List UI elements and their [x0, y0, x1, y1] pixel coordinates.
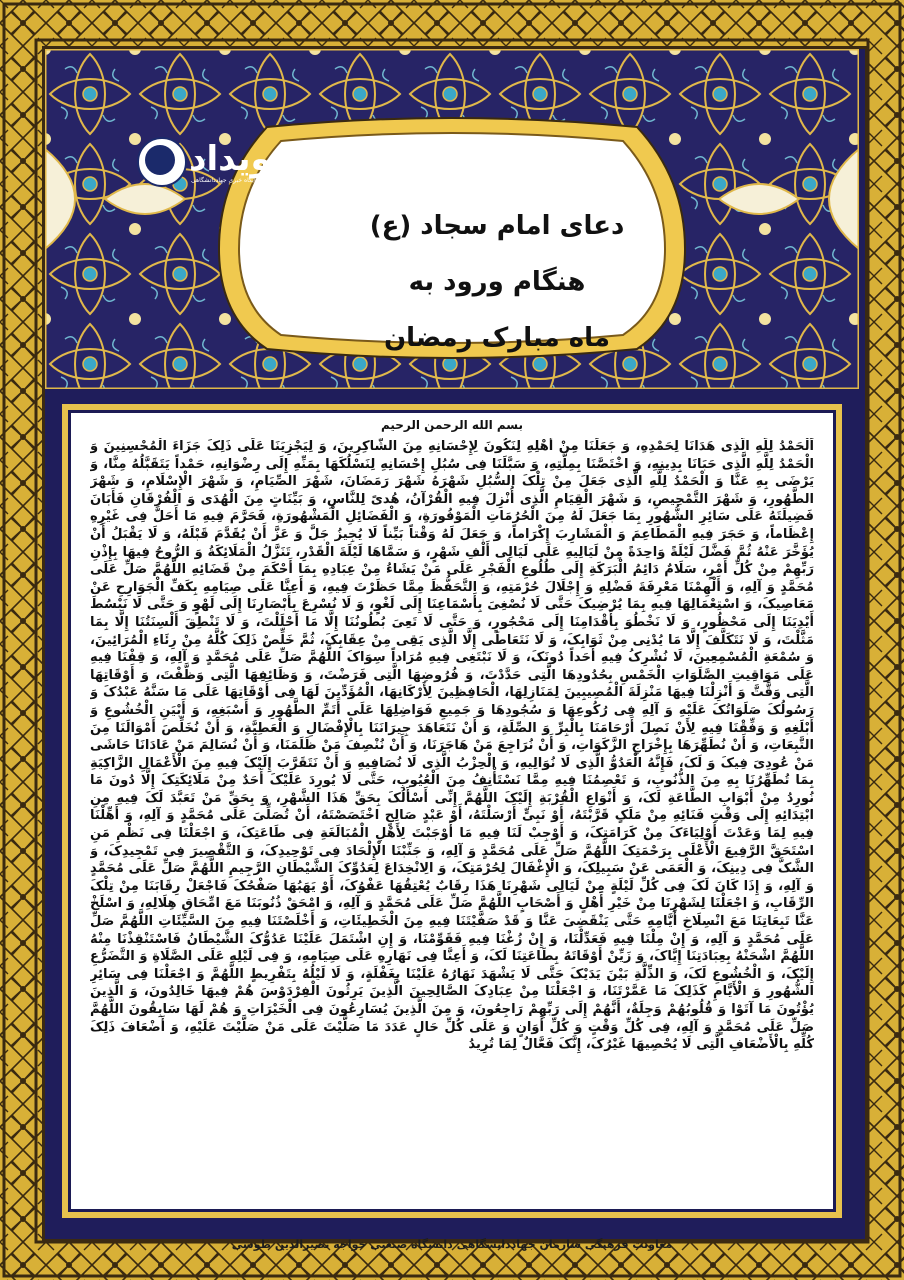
title-line-2: هنگام ورود به — [408, 267, 586, 297]
jihad-seal-icon — [137, 137, 187, 187]
brand-subtitle: پایگاه خبری جهاددانشگاهی — [191, 177, 258, 184]
title-line-1: دعای امام سجاد (ع) — [369, 211, 625, 241]
title-line-3: ماه مبارک رمضان — [383, 323, 610, 353]
tile-header — [45, 49, 859, 389]
brand-logo — [131, 133, 307, 191]
brand-wordmark: رویداد — [189, 139, 292, 179]
prayer-text: اَلْحَمْدُ لِلَّهِ الَّذِی هَدَانَا لِحَمْدِهِ، وَ جَعَلَنَا مِنْ أَهْلِهِ لِنَکُونَ لِإِحْسَانِهِ مِنَ الشَّاکِرِینَ، وَ لِیَجْزِیَنَا عَلَی ذَلِکَ جَزَاءَ الْمُحْسِنِینَ وَ الْحَمْدُ لِلَّهِ الَّذِی حَبَانَا بِدِینِهِ، وَ اخْتَصَّنَا بِمِلَّتِهِ، وَ سَبَّلَنَا فِی سُبُلِ إِحْسَانِهِ لِنَسْلُکَهَا بِمَنِّهِ إِلَی رِضْوَانِهِ، حَمْداً یَتَقَبَّلُهُ مِنَّا، وَ یَرْضَی بِهِ عَنَّا وَ الْحَمْدُ لِلَّهِ الَّذِی جَعَلَ مِنْ تِلْکَ السُّبُلِ شَهْرَهُ شَهْرَ رَمَضَانَ، شَهْرَ الصِّیَامِ، وَ شَهْرَ الْإِسْلَامِ، وَ شَهْرَ الطَّهُورِ، وَ شَهْرَ التَّمْحِیصِ، وَ شَهْرَ الْقِیَامِ الَّذِی أُنْزِلَ فِیهِ الْقُرْآنُ، هُدیً لِلنَّاسِ، وَ بَیِّنَاتٍ مِنَ الْهُدَی وَ الْفُرْقَانِ فَأَبَانَ فَضِیلَتَهُ عَلَی سَائِرِ الشُّهُورِ بِمَا جَعَلَ لَهُ مِنَ الْحُرُمَاتِ الْمَوْفُورَةِ، وَ الْفَضَائِلِ الْمَشْهُورَةِ، فَحَرَّمَ فِیهِ مَا أَحَلَّ فِی غَیْرِهِ إِعْظَاماً، وَ حَجَرَ فِیهِ الْمَطَاعِمَ وَ الْمَشَارِبَ إِکْرَاماً، وَ جَعَلَ لَهُ وَقْتاً بَیِّناً لَا یُجِیزُ جَلَّ وَ عَزَّ أَنْ یُقَدَّمَ قَبْلَهُ، وَ لَا یَقْبَلُ أَنْ یُؤَخَّرَ عَنْهُ ثُمَّ فَضَّلَ لَیْلَةً وَاحِدَةً مِنْ لَیَالِیهِ عَلَی لَیَالِی أَلْفِ شَهْرٍ، وَ سَمَّاهَا لَیْلَةَ الْقَدْرِ، تَنَزَّلُ الْمَلَائِکَةُ وَ الرُّوحُ فِیهَا بِإِذْنِ رَبِّهِمْ مِنْ کُلِّ أَمْرٍ، سَلَامٌ دَائِمُ الْبَرَکَةِ إِلَی طُلُوعِ الْفَجْرِ عَلَی مَنْ یَشَاءُ مِنْ عِبَادِهِ بِمَا أَحْکَمَ مِنْ قَضَائِهِ اللَّهُمَّ صَلِّ عَلَی مُحَمَّدٍ وَ آلِهِ، وَ أَلْهِمْنَا مَعْرِفَةَ فَضْلِهِ وَ إِجْلَالَ حُرْمَتِهِ، وَ التَّحَفُّظَ مِمَّا حَظَرْتَ فِیهِ، وَ أَعِنَّا عَلَی صِیَامِهِ بِکَفِّ الْجَوَارِحِ عَنْ مَعَاصِیکَ، وَ اسْتِعْمَالِهَا فِیهِ بِمَا یُرْضِیکَ حَتَّی لَا نُصْغِیَ بِأَسْمَاعِنَا إِلَی لَغْوٍ، وَ لَا نُسْرِعَ بِأَبْصَارِنَا إِلَی لَهْوٍ وَ حَتَّی لَا نَبْسُطَ أَیْدِیَنَا إِلَی مَحْظُورٍ، وَ لَا نَخْطُوَ بِأَقْدَامِنَا إِلَی مَحْجُورٍ، وَ حَتَّی لَا تَعِیَ بُطُونُنَا إِلَّا مَا أَحْلَلْتَ، وَ لَا تَنْطِقَ أَلْسِنَتُنَا إِلَّا بِمَا مَثَّلْتَ، وَ لَا نَتَکَلَّفَ إِلَّا مَا یُدْنِی مِنْ ثَوَابِکَ، وَ لَا نَتَعَاطَی إِلَّا الَّذِی یَقِی مِنْ عِقَابِکَ، ثُمَّ خَلِّصْ ذَلِکَ کُلَّهُ مِنْ رِئَاءِ الْمُرَائِینَ، وَ سُمْعَةِ الْمُسْمِعِینَ، لَا نُشْرِکُ فِیهِ أَحَداً دُونَکَ، وَ لَا نَبْتَغِی فِیهِ مُرَاداً سِوَاکَ اللَّهُمَّ صَلِّ عَلَی مُحَمَّدٍ وَ آلِهِ، وَ قِفْنَا فِیهِ عَلَی مَوَاقِیتِ الصَّلَوَاتِ الْخَمْسِ بِحُدُودِهَا الَّتِی حَدَّدْتَ، وَ فُرُوضِهَا الَّتِی فَرَضْتَ، وَ وَظَائِفِهَا الَّتِی وَظَّفْتَ، وَ أَوْقَاتِهَا الَّتِی وَقَّتَّ وَ أَنْزِلْنَا فِیهَا مَنْزِلَةَ الْمُصِیبِینَ لِمَنَازِلِهَا، الْحَافِظِینَ لِأَرْکَانِهَا، الْمُؤَدِّینَ لَهَا فِی أَوْقَاتِهَا عَلَی مَا سَنَّهُ عَبْدُکَ وَ رَسُولُکَ صَلَوَاتُکَ عَلَیْهِ وَ آلِهِ فِی رُکُوعِهَا وَ سُجُودِهَا وَ جَمِیعِ فَوَاضِلِهَا عَلَی أَتَمِّ الطَّهُورِ وَ أَسْبَغِهِ، وَ أَبْیَنِ الْخُشُوعِ وَ أَبْلَغِهِ وَ وَفِّقْنَا فِیهِ لِأَنْ نَصِلَ أَرْحَامَنَا بِالْبِرِّ وَ الصِّلَةِ، وَ أَنْ نَتَعَاهَدَ جِیرَانَنَا بِالْإِفْضَالِ وَ الْعَطِیَّةِ، وَ أَنْ نُخَلِّصَ أَمْوَالَنَا مِنَ التَّبِعَاتِ، وَ أَنْ نُطَهِّرَهَا بِإِخْرَاجِ الزَّکَوَاتِ، وَ أَنْ نُرَاجِعَ مَنْ هَاجَرَنَا، وَ أَنْ نُنْصِفَ مَنْ ظَلَمَنَا، وَ أَنْ نُسَالِمَ مَنْ عَادَانَا حَاشَی مَنْ عُودِیَ فِیکَ وَ لَکَ، فَإِنَّهُ الْعَدُوُّ الَّذِی لَا نُوَالِیهِ، وَ الْحِزْبُ الَّذِی لَا نُصَافِیهِ وَ أَنْ نَتَقَرَّبَ إِلَیْکَ فِیهِ مِنَ الْأَعْمَالِ الزَّاکِیَةِ بِمَا تُطَهِّرُنَا بِهِ مِنَ الذُّنُوبِ، وَ تَعْصِمُنَا فِیهِ مِمَّا نَسْتَأْنِفُ مِنَ الْعُیُوبِ، حَتَّی لَا یُورِدَ عَلَیْکَ أَحَدٌ مِنْ مَلَائِکَتِکَ إِلَّا دُونَ مَا نُورِدُ مِنْ أَبْوَابِ الطَّاعَةِ لَکَ، وَ أَنْوَاعِ الْقُرْبَةِ إِلَیْکَ اللَّهُمَّ إِنِّی أَسْأَلُکَ بِحَقِّ هَذَا الشَّهْرِ، وَ بِحَقِّ مَنْ تَعَبَّدَ لَکَ فِیهِ مِنِ ابْتِدَائِهِ إِلَی وَقْتِ فَنَائِهِ مِنْ مَلَکٍ قَرَّبْتَهُ، أَوْ نَبِیٍّ أَرْسَلْتَهُ، أَوْ عَبْدٍ صَالِحٍ اخْتَصَصْتَهُ، أَنْ تُصَلِّیَ عَلَی مُحَمَّدٍ وَ آلِهِ، وَ أَهِّلْنَا فِیهِ لِمَا وَعَدْتَ أَوْلِیَاءَکَ مِنْ کَرَامَتِکَ، وَ أَوْجِبْ لَنَا فِیهِ مَا أَوْجَبْتَ لِأَهْلِ الْمُبَالَغَةِ فِی طَاعَتِکَ، وَ اجْعَلْنَا فِی نَظْمِ مَنِ اسْتَحَقَّ الرَّفِیعَ الْأَعْلَی بِرَحْمَتِکَ اللَّهُمَّ صَلِّ عَلَی مُحَمَّدٍ وَ آلِهِ، وَ جَنِّبْنَا الْإِلْحَادَ فِی تَوْحِیدِکَ، وَ التَّقْصِیرَ فِی تَمْجِیدِکَ، وَ الشَّکَّ فِی دِینِکَ، وَ الْعَمَی عَنْ سَبِیلِکَ، وَ الْإِغْفَالَ لِحُرْمَتِکَ، وَ الِانْخِدَاعَ لِعَدُوِّکَ الشَّیْطَانِ الرَّجِیمِ اللَّهُمَّ صَلِّ عَلَی مُحَمَّدٍ وَ آلِهِ، وَ إِذَا کَانَ لَکَ فِی کُلِّ لَیْلَةٍ مِنْ لَیَالِی شَهْرِنَا هَذَا رِقَابٌ یُعْتِقُهَا عَفْوُکَ، أَوْ یَهَبُهَا صَفْحُکَ فَاجْعَلْ رِقَابَنَا مِنْ تِلْکَ الرِّقَابِ، وَ اجْعَلْنَا لِشَهْرِنَا مِنْ خَیْرِ أَهْلٍ وَ أَصْحَابٍ اللَّهُمَّ صَلِّ عَلَی مُحَمَّدٍ وَ آلِهِ، وَ امْحَقْ ذُنُوبَنَا مَعَ امِّحَاقِ هِلَالِهِ، وَ اسْلَخْ عَنَّا تَبِعَاتِنَا مَعَ انْسِلَاخِ أَیَّامِهِ حَتَّی یَنْقَضِیَ عَنَّا وَ قَدْ صَفَّیْتَنَا فِیهِ مِنَ الْخَطِیئَاتِ، وَ أَخْلَصْتَنَا فِیهِ مِنَ السَّیِّئَاتِ اللَّهُمَّ صَلِّ عَلَی مُحَمَّدٍ وَ آلِهِ، وَ إِنْ مِلْنَا فِیهِ فَعَدِّلْنَا، وَ إِنْ زُغْنَا فِیهِ فَقَوِّمْنَا، وَ إِنِ اشْتَمَلَ عَلَیْنَا عَدُوُّکَ الشَّیْطَانُ فَاسْتَنْقِذْنَا مِنْهُ اللَّهُمَّ اشْحَنْهُ بِعِبَادَتِنَا إِیَّاکَ، وَ زَیِّنْ أَوْقَاتَهُ بِطَاعَتِنَا لَکَ، وَ أَعِنَّا فِی نَهَارِهِ عَلَی صِیَامِهِ، وَ فِی لَیْلِهِ عَلَی الصَّلَاةِ وَ التَّضَرُّعِ إِلَیْکَ، وَ الْخُشُوعِ لَکَ، وَ الذِّلَّةِ بَیْنَ یَدَیْکَ حَتَّی لَا یَشْهَدَ نَهَارُهُ عَلَیْنَا بِغَفْلَةٍ، وَ لَا لَیْلُهُ بِتَفْرِیطٍ اللَّهُمَّ وَ اجْعَلْنَا فِی سَائِرِ الشُّهُورِ وَ الْأَیَّامِ کَذَلِکَ مَا عَمَّرْتَنَا، وَ اجْعَلْنَا مِنْ عِبَادِکَ الصَّالِحِینَ الَّذِینَ یَرِثُونَ الْفِرْدَوْسَ هُمْ فِیهَا خَالِدُونَ، وَ الَّذِینَ یُؤْتُونَ مَا آتَوْا وَ قُلُوبُهُمْ وَجِلَةٌ، أَنَّهُمْ إِلَی رَبِّهِمْ رَاجِعُونَ، وَ مِنَ الَّذِینَ یُسَارِعُونَ فِی الْخَیْرَاتِ وَ هُمْ لَهَا سَابِقُونَ اللَّهُمَّ صَلِّ عَلَی مُحَمَّدٍ وَ آلِهِ، فِی کُلِّ وَقْتٍ وَ کُلِّ أَوَانٍ وَ عَلَی کُلِّ حَالٍ عَدَدَ مَا صَلَّیْتَ عَلَی مَنْ صَلَّیْتَ عَلَیْهِ، وَ أَضْعَافَ ذَلِکَ کُلِّهِ بِالْأَضْعَافِ الَّتِی لَا یُحْصِیهَا غَیْرُکَ، إِنَّکَ فَعَّالٌ لِمَا تُرِیدُ — [90, 439, 814, 1053]
prayer-panel — [62, 404, 842, 1218]
title-cartouche — [312, 177, 682, 389]
bismillah: بسم الله الرحمن الرحیم — [380, 418, 524, 432]
footer-credit: معاونت فرهنگی سازمان جهاددانشگاهی دانشگاه صنعتی خواجه نصیرالدین طوسی — [231, 1238, 673, 1251]
